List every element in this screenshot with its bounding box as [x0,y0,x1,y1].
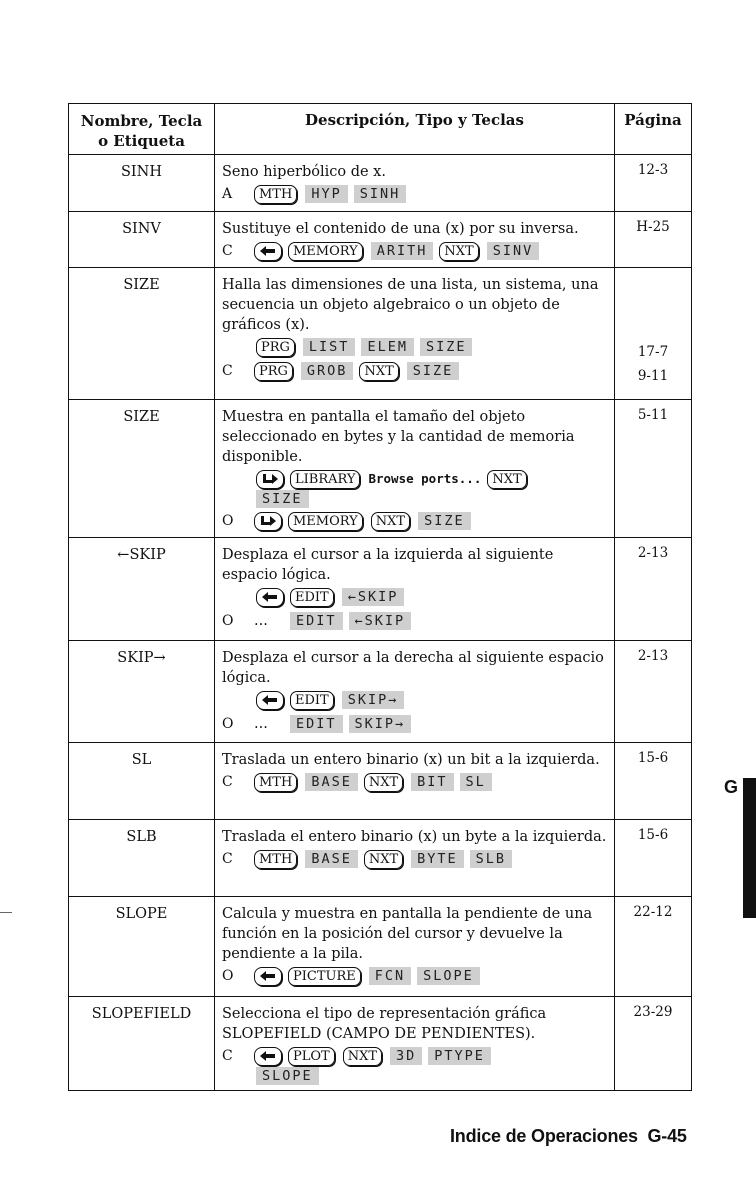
page-ref: 15-6 [637,827,669,843]
header-page: Página [615,104,692,155]
description-text: Desplaza el cursor a la izquierda al siguiente espacio lógica. [222,547,554,583]
header-description: Descripción, Tipo y Teclas [215,104,615,155]
left-shift-key-icon [256,691,284,710]
description-text: Desplaza el cursor a la derecha al siguiente espacio lógica. [222,650,604,686]
key-sequence [222,585,608,609]
entry-description [215,268,615,400]
key-sequence [222,609,608,633]
key-memory: MEMORY [288,242,363,261]
softkey-slope: SLOPE [417,967,480,985]
entry-name: SINV [69,212,215,268]
softkey-base: BASE [305,850,358,868]
key-mth: MTH [254,773,297,792]
operations-index-table [68,103,692,1091]
entry-name: SLOPEFIELD [69,997,215,1091]
key-edit: EDIT [290,691,334,710]
entry-name: SIZE [69,400,215,538]
description-text: Calcula y muestra en pantalla la pendiente de una función en la posición del cursor y devuelve la pendiente a la pila. [222,906,593,962]
softkey-sinh: SINH [354,185,407,203]
key-picture: PICTURE [288,967,361,986]
entry-page [615,743,692,820]
softkey-sl: SL [460,773,492,791]
entry-name: SLB [69,820,215,897]
key-sequence [222,239,608,263]
key-nxt: NXT [343,1047,382,1066]
page-ref: H-25 [636,219,670,235]
softkey-size: SIZE [407,362,460,380]
menu-text-browse-ports: Browse ports... [368,471,482,486]
header-name-line2: o Etiqueta [98,132,185,150]
key-nxt: NXT [371,512,410,531]
table-row [69,212,692,268]
right-shift-key-icon [254,512,282,531]
description-text: Selecciona el tipo de representación gráfica SLOPEFIELD (CAMPO DE PENDIENTES). [222,1006,547,1042]
softkey-edit: EDIT [290,715,343,733]
key-edit: EDIT [290,588,334,607]
key-sequence [222,1044,608,1068]
key-sequence-continued [222,1066,608,1086]
type-tag: A [222,186,233,202]
key-sequence [222,467,608,491]
entry-name: SIZE [69,268,215,400]
key-sequence [222,509,608,533]
key-mth: MTH [254,185,297,204]
key-nxt: NXT [487,470,526,489]
description-text: Traslada un entero binario (x) un bit a la izquierda. [222,752,600,768]
softkey-bit: BIT [411,773,453,791]
type-tag: O [222,613,234,629]
entry-description [215,820,615,897]
key-plot: PLOT [288,1047,335,1066]
key-prg: PRG [254,362,293,381]
table-row [69,641,692,743]
key-prg: PRG [256,338,295,357]
page-ref: 23-29 [633,1004,673,1020]
key-nxt: NXT [359,362,398,381]
table-row [69,897,692,997]
entry-description [215,743,615,820]
softkey-skip-left: ←SKIP [349,612,412,630]
entry-description [215,641,615,743]
type-tag: C [222,243,233,259]
left-shift-key-icon [256,588,284,607]
softkey-byte: BYTE [411,850,464,868]
entry-page [615,641,692,743]
entry-page [615,268,692,400]
entry-description [215,400,615,538]
softkey-skip-right: SKIP→ [349,715,412,733]
entry-description [215,155,615,212]
softkey-fcn: FCN [369,967,411,985]
key-sequence [222,688,608,712]
entry-page [615,212,692,268]
ellipsis: ... [254,716,268,732]
page-ref: 5-11 [637,407,669,423]
description-text: Muestra en pantalla el tamaño del objeto seleccionado en bytes y la cantidad de memoria disponible. [222,409,575,465]
type-tag: C [222,774,233,790]
key-sequence [222,712,608,736]
key-library: LIBRARY [290,470,360,489]
softkey-ptype: PTYPE [428,1047,491,1065]
left-shift-key-icon [254,1047,282,1066]
softkey-slope: SLOPE [256,1067,319,1085]
header-name [69,104,215,155]
entry-name: SINH [69,155,215,212]
key-sequence-continued [222,489,608,509]
table-row [69,400,692,538]
type-tag: O [222,968,234,984]
entry-description [215,897,615,997]
softkey-size: SIZE [420,338,473,356]
key-sequence [222,964,608,988]
entry-page [615,820,692,897]
margin-mark [0,912,12,913]
key-mth: MTH [254,850,297,869]
entry-page [615,538,692,641]
ellipsis: ... [254,613,268,629]
page-ref: 2-13 [637,648,669,664]
type-tag: C [222,363,233,379]
softkey-arith: ARITH [371,242,434,260]
section-tab-bar [743,778,756,918]
table-row [69,538,692,641]
type-tag: O [222,716,234,732]
page-ref: 15-6 [637,750,669,766]
page-ref: 2-13 [637,545,669,561]
header-name-line1: Nombre, Tecla [80,112,203,130]
key-sequence [222,770,608,794]
key-sequence [222,359,608,383]
softkey-size: SIZE [418,512,471,530]
entry-name: SKIP→ [69,641,215,743]
key-nxt: NXT [439,242,478,261]
type-tag: C [222,1048,233,1064]
left-shift-key-icon [254,242,282,261]
key-sequence [222,847,608,871]
softkey-skip-left: ←SKIP [342,588,405,606]
entry-name: SL [69,743,215,820]
entry-page [615,155,692,212]
left-shift-key-icon [254,967,282,986]
footer-title: Indice de Operaciones [450,1126,638,1146]
key-sequence [222,182,608,206]
type-tag: C [222,851,233,867]
entry-name: ←SKIP [69,538,215,641]
table-header-row [69,104,692,155]
entry-description [215,997,615,1091]
softkey-skip-right: SKIP→ [342,691,405,709]
table-row [69,820,692,897]
softkey-sinv: SINV [487,242,540,260]
softkey-size: SIZE [256,490,309,508]
entry-description [215,212,615,268]
page-ref: 17-7 [637,344,669,360]
entry-page [615,897,692,997]
page-ref: 9-11 [637,368,669,384]
entry-description [215,538,615,641]
section-tab-letter: G [724,777,739,797]
description-text: Sustituye el contenido de una (x) por su inversa. [222,221,579,237]
table-row [69,997,692,1091]
table-row [69,743,692,820]
page-ref: 12-3 [637,162,669,178]
page-ref: 22-12 [633,904,673,920]
key-nxt: NXT [364,773,403,792]
softkey-elem: ELEM [361,338,414,356]
entry-page [615,997,692,1091]
softkey-slb: SLB [470,850,512,868]
description-text: Seno hiperbólico de x. [222,164,386,180]
type-tag: O [222,513,234,529]
softkey-hyp: HYP [305,185,347,203]
right-shift-key-icon [256,470,284,489]
softkey-base: BASE [305,773,358,791]
softkey-grob: GROB [301,362,354,380]
key-memory: MEMORY [288,512,363,531]
softkey-list: LIST [303,338,356,356]
page-footer [450,1126,687,1147]
key-sequence [222,335,608,359]
softkey-3d: 3D [390,1047,422,1065]
table-row [69,155,692,212]
description-text: Halla las dimensiones de una lista, un sistema, una secuencia un objeto algebraico o un objeto de gráficos (x). [222,277,599,333]
key-nxt: NXT [364,850,403,869]
table-row [69,268,692,400]
entry-name: SLOPE [69,897,215,997]
softkey-edit: EDIT [290,612,343,630]
footer-page-number: G-45 [647,1126,687,1146]
description-text: Traslada el entero binario (x) un byte a la izquierda. [222,829,607,845]
entry-page [615,400,692,538]
